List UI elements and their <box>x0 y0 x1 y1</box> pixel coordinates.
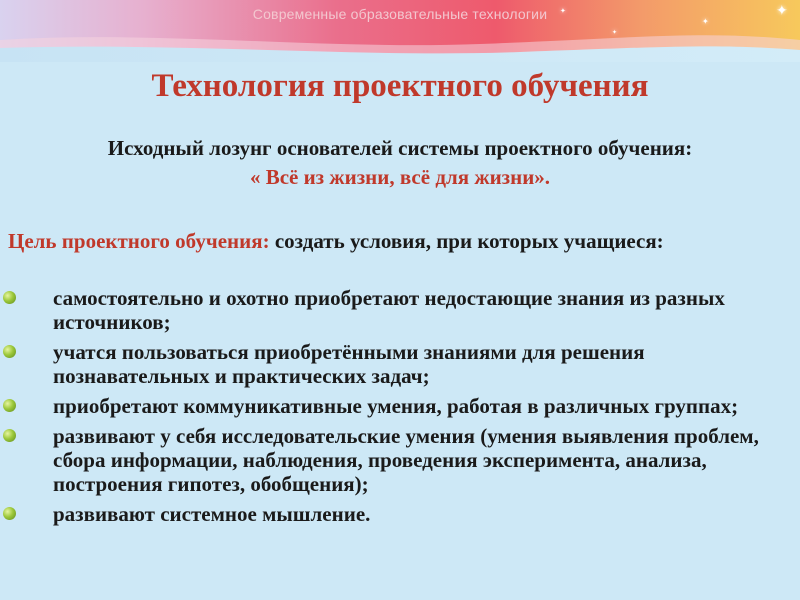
goal-paragraph <box>8 229 800 253</box>
list-item <box>0 394 790 418</box>
goals-list <box>0 286 790 532</box>
list-item-text: приобретают коммуникативные умения, работая в различных группах; <box>53 394 739 418</box>
list-item-text: самостоятельно и охотно приобретают недостающие знания из разных источников; <box>53 286 725 334</box>
list-item <box>0 502 790 526</box>
list-item <box>0 286 790 334</box>
green-dot-icon <box>3 291 16 304</box>
list-item <box>0 340 790 388</box>
green-dot-icon <box>3 507 16 520</box>
list-item-text: развивают у себя исследовательские умения (умения выявления проблем, сбора информации, наблюдения, проведения эксперимента, анализа, построения гипотез, обобщения); <box>53 424 759 496</box>
sparkle-icon: ✦ <box>702 17 709 26</box>
slide-title: Технология проектного обучения <box>151 68 649 104</box>
sparkle-icon: ✦ <box>612 29 618 36</box>
list-item-text: учатся пользоваться приобретёнными знаниями для решения познавательных и практических задач; <box>53 340 645 388</box>
goal-label: Цель проектного обучения: <box>8 229 270 253</box>
course-title: Современные образовательные технологии <box>252 6 548 22</box>
motto-intro: Исходный лозунг основателей системы проектного обучения: <box>107 136 693 160</box>
green-dot-icon <box>3 429 16 442</box>
sparkle-icon: ✦ <box>776 3 788 19</box>
list-item <box>0 424 790 496</box>
sparkle-icon: ✦ <box>560 7 566 15</box>
green-dot-icon <box>3 399 16 412</box>
green-dot-icon <box>3 345 16 358</box>
list-item-text: развивают системное мышление. <box>53 502 371 526</box>
goal-text: создать условия, при которых учащиеся: <box>269 229 664 253</box>
motto-quote: « Всё из жизни, всё для жизни». <box>249 165 551 189</box>
